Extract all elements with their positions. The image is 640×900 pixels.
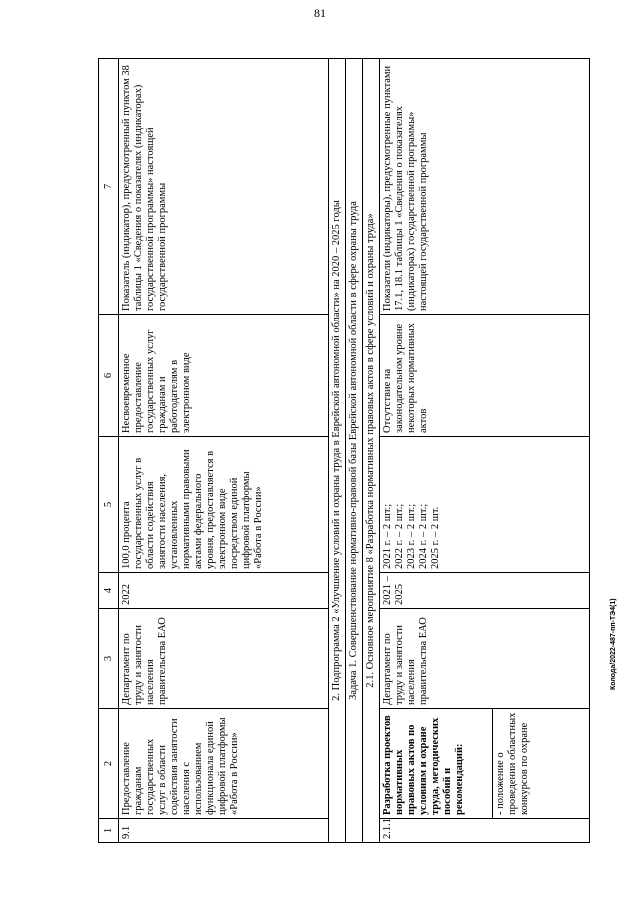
- landscape-table-frame: [98, 59, 599, 843]
- row-2-1-1-number: 2.1.1: [380, 819, 590, 843]
- row-2-1-1-result: [380, 437, 590, 573]
- subprogram-2-title: 2. Подпрограмма 2 «Улучшение условий и охраны труда в Еврейской автономной области» на 2020 – 2025 годы: [329, 59, 346, 843]
- row-2-1-1-sub-item: - положение о проведении областных конкурсов по охране: [495, 712, 530, 815]
- header-col-6: 6: [99, 315, 119, 437]
- header-col-4: 4: [99, 573, 119, 609]
- task-1-title: Задача 1. Совершенствование нормативно-правовой базы Еврейской автономной области в сфере охраны труда: [346, 59, 363, 843]
- row-9-1-consequences: Несвоевременное предоставление государственных услуг гражданам и работодателям в электронном виде: [119, 315, 329, 437]
- row-9-1-executor: Департамент по труду и занятости населения правительства ЕАО: [119, 609, 329, 709]
- result-line-2024: 2024 г. – 2 шт.;: [418, 503, 429, 569]
- row-9-1-year: 2022: [119, 573, 329, 609]
- row-2-1-1-name-cell: [380, 709, 590, 819]
- measure-2-1-title: 2.1. Основное мероприятие 8 «Разработка нормативных правовых актов в сфере условий и охраны труда»: [363, 59, 380, 843]
- row-9-1-indicator: Показатель (индикатор), предусмотренный пунктом 38 таблицы 1 «Сведения о показателях (индикаторах) государственной программы» настоящей государственной программы: [119, 59, 329, 315]
- result-line-2025: 2025 г. – 2 шт.: [430, 506, 441, 569]
- row-2-1-1-executor: Департамент по труду и занятости населения правительства ЕАО: [380, 609, 590, 709]
- row-9-1-result: 100,0 процента государственных услуг в области содействия занятости населения, установленных нормативными правовыми актами федерального уровня, предоставляется в электронном виде посредством единой цифровой платформы «Работа в России»: [119, 437, 329, 573]
- document-id-text: Колода/2022-487-пп-ТЭ4(1): [610, 598, 617, 690]
- row-2-1-1-indicator: Показатели (индикаторы), предусмотренные пунктами 17.1, 18.1 таблицы 1 «Сведения о показателях (индикаторах) государственной программы» настоящей государственной программы: [380, 59, 590, 315]
- subprogram-row: [329, 59, 346, 843]
- header-col-5: 5: [99, 437, 119, 573]
- header-col-1: 1: [99, 819, 119, 843]
- table-row-2-1-1: [380, 59, 590, 843]
- header-col-3: 3: [99, 609, 119, 709]
- result-line-2022: 2022 г. – 2 шт.;: [394, 503, 405, 569]
- row-2-1-1-year: 2021 – 2025: [380, 573, 590, 609]
- measure-row: [363, 59, 380, 843]
- row-9-1-number: 9.1: [119, 819, 329, 843]
- table-row-9-1: [119, 59, 329, 843]
- row-9-1-name: Предоставление гражданам государственных услуг в области содействия занятости населения с использованием функционала единой цифровой платформы «Работа в России»: [119, 709, 329, 819]
- task-row: [346, 59, 363, 843]
- header-col-2: 2: [99, 709, 119, 819]
- result-line-2023: 2023 г. – 2 шт.;: [406, 503, 417, 569]
- header-col-7: 7: [99, 59, 119, 315]
- row-2-1-1-name: Разработка проектов нормативных правовых актов по условиям и охране труда, методических пособий и рекомендаций:: [380, 709, 493, 818]
- page-number: 81: [314, 6, 326, 20]
- header-row: [99, 59, 119, 843]
- row-2-1-1-consequences: Отсутствие на законодательном уровне некоторых нормативных актов: [380, 315, 590, 437]
- program-table: [98, 58, 590, 843]
- result-line-2021: 2021 г. – 2 шт.;: [382, 503, 393, 569]
